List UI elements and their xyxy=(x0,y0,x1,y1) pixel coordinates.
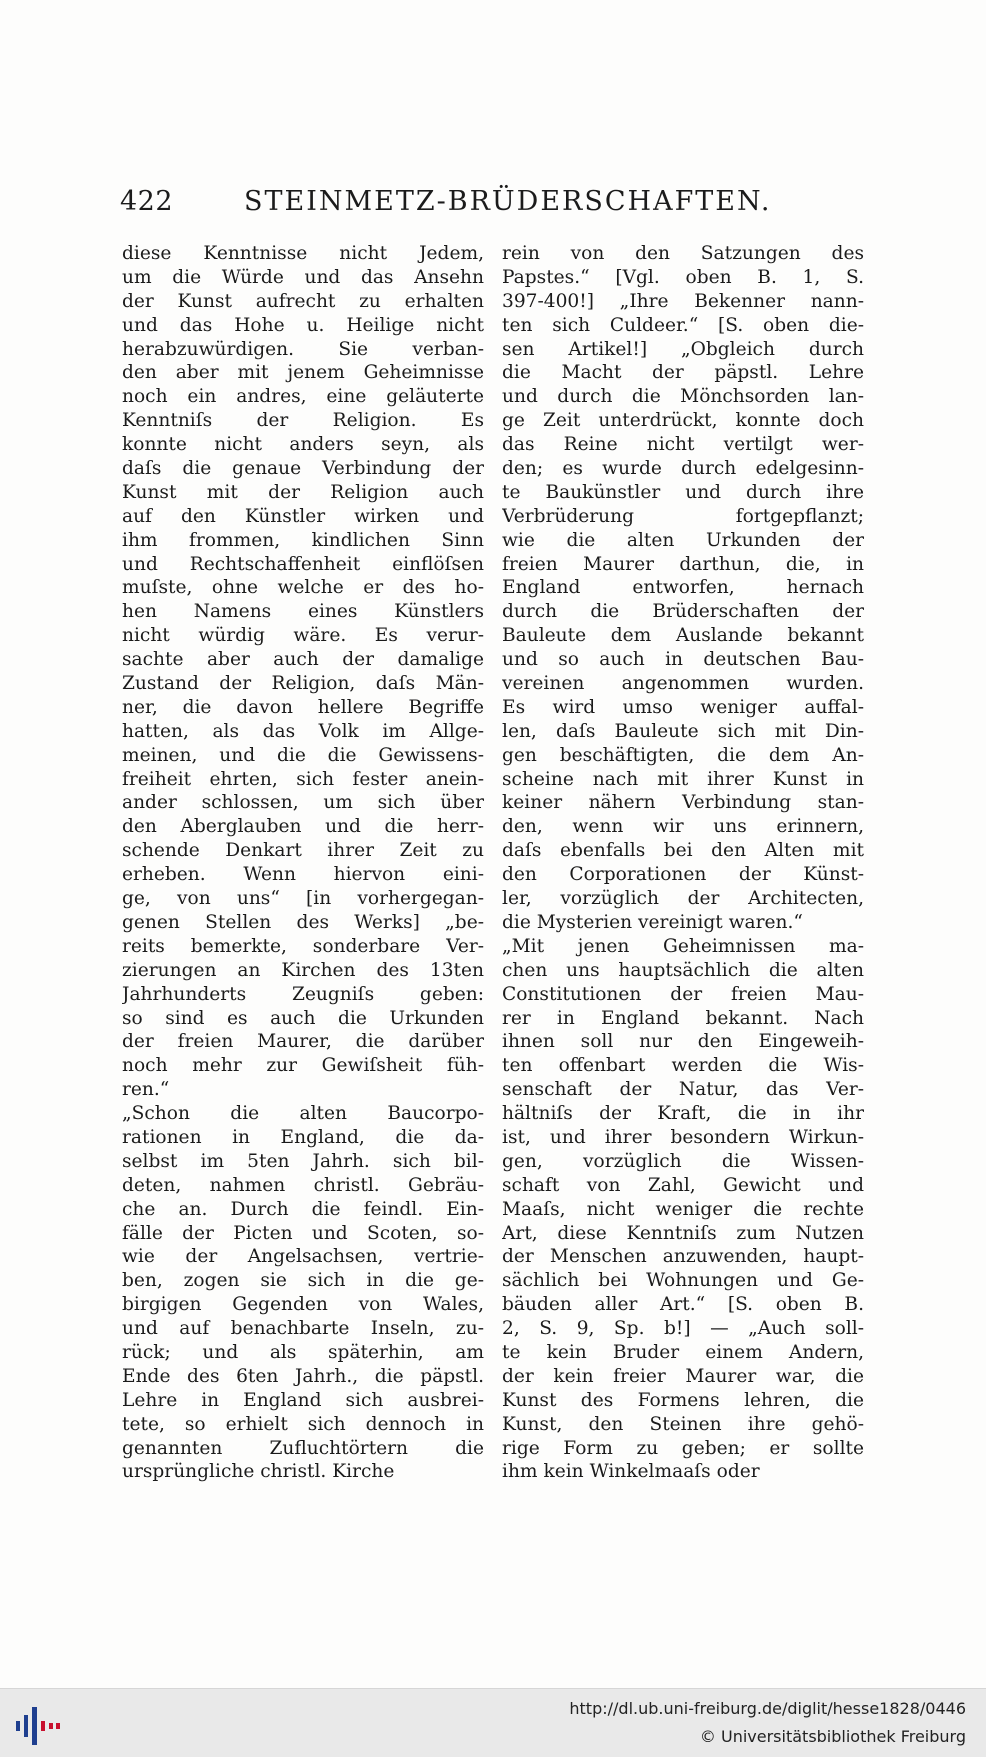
left-text-column xyxy=(122,242,484,1484)
right-column-line: 397-400!] „Ihre Bekenner nann- xyxy=(502,290,864,312)
right-column-line: ten offenbart werden die Wis- xyxy=(502,1055,864,1077)
left-column-line: „Schon die alten Baucorpo- xyxy=(122,1103,484,1125)
left-column-line: so sind es auch die Urkunden xyxy=(122,1007,484,1029)
right-column-line: Bauleute dem Auslande bekannt xyxy=(502,625,864,647)
left-column-line: fälle der Picten und Scoten, so- xyxy=(122,1222,484,1244)
right-column-line: scheine nach mit ihrer Kunst in xyxy=(502,768,864,790)
left-column-line: deten, nahmen christl. Gebräu- xyxy=(122,1174,484,1196)
right-column-line: senschaft der Natur, das Ver- xyxy=(502,1079,864,1101)
left-column-line: schende Denkart ihrer Zeit zu xyxy=(122,840,484,862)
left-column-line: Jahrhunderts Zeugniſs geben: xyxy=(122,983,484,1005)
left-column-line: den Aberglauben und die herr- xyxy=(122,816,484,838)
page-header xyxy=(120,186,864,226)
right-column-line: freien Maurer darthun, die, in xyxy=(502,553,864,575)
right-column-line: bäuden aller Art.“ [S. oben B. xyxy=(502,1294,864,1316)
left-column-line: um die Würde und das Ansehn xyxy=(122,266,484,288)
left-column-line: ander schlossen, um sich über xyxy=(122,792,484,814)
left-column-line: zierungen an Kirchen des 13ten xyxy=(122,959,484,981)
right-column-line: ihm kein Winkelmaaſs oder xyxy=(502,1461,760,1483)
copyright-notice: © Universitätsbibliothek Freiburg xyxy=(699,1727,966,1746)
right-column-line: den; es wurde durch edelgesinn- xyxy=(502,458,864,480)
left-column-line: und Rechtschaffenheit einflöſsen xyxy=(122,553,484,575)
left-column-line: sachte aber auch der damalige xyxy=(122,649,484,671)
right-column-line: „Mit jenen Geheimnissen ma- xyxy=(502,935,864,957)
left-column-line: den aber mit jenem Geheimnisse xyxy=(122,362,484,384)
right-column-line: rein von den Satzungen des xyxy=(502,243,864,264)
left-column-line: konnte nicht anders seyn, als xyxy=(122,434,484,456)
left-column-line: Kunst mit der Religion auch xyxy=(122,481,484,503)
right-column-line: ist, und ihrer besondern Wirkun- xyxy=(502,1126,864,1148)
right-column-line: den, wenn wir uns erinnern, xyxy=(502,816,864,838)
right-column-line: sächlich bei Wohnungen und Ge- xyxy=(502,1270,864,1292)
left-column-line: che an. Durch die feindl. Ein- xyxy=(122,1198,484,1220)
left-column-line: reits bemerkte, sonderbare Ver- xyxy=(122,935,484,957)
left-column-line: noch ein andres, eine geläuterte xyxy=(122,386,484,408)
right-column-line: vereinen angenommen wurden. xyxy=(502,673,864,695)
left-column-line: Ende des 6ten Jahrh., die päpstl. xyxy=(122,1365,484,1387)
left-column-line: daſs die genaue Verbindung der xyxy=(122,458,484,480)
right-column-line: te Baukünstler und durch ihre xyxy=(502,481,864,503)
left-column-line: Kenntniſs der Religion. Es xyxy=(122,410,484,432)
right-column-line: und so auch in deutschen Bau- xyxy=(502,649,864,671)
right-column-line: der kein freier Maurer war, die xyxy=(502,1365,864,1387)
source-url-link[interactable]: http://dl.ub.uni-freiburg.de/diglit/hesse1828/0446 xyxy=(569,1699,966,1718)
left-column-line: freiheit ehrten, sich fester anein- xyxy=(122,768,484,790)
left-column-line: rationen in England, die da- xyxy=(122,1126,484,1148)
left-column-line: der freien Maurer, die darüber xyxy=(122,1031,484,1053)
right-column-line: Maaſs, nicht weniger die rechte xyxy=(502,1198,864,1220)
left-column-line: ursprüngliche christl. Kirche xyxy=(122,1461,395,1483)
left-column-line: Zustand der Religion, daſs Män- xyxy=(122,673,484,695)
left-column-line: genen Stellen des Werks] „be- xyxy=(122,911,484,933)
right-column-line: gen beschäftigten, die dem An- xyxy=(502,744,864,766)
left-column-line: erheben. Wenn hiervon eini- xyxy=(122,864,484,886)
left-column-line: ge, von uns“ [in vorhergegan- xyxy=(122,888,484,910)
right-column-line: schaft von Zahl, Gewicht und xyxy=(502,1174,864,1196)
right-column-line: len, daſs Bauleute sich mit Din- xyxy=(502,720,864,742)
right-text-column xyxy=(502,242,864,1484)
right-column-line: te kein Bruder einem Andern, xyxy=(502,1341,864,1363)
left-column-line: noch mehr zur Gewiſsheit füh- xyxy=(122,1055,484,1077)
right-column-line: Verbrüderung fortgepflanzt; xyxy=(502,505,864,527)
right-column-line: Art, diese Kenntniſs zum Nutzen xyxy=(502,1222,864,1244)
right-column-line: rer in England bekannt. Nach xyxy=(502,1007,864,1029)
running-title: STEINMETZ-BRÜDERSCHAFTEN. xyxy=(244,186,772,217)
right-column-line: durch die Brüderschaften der xyxy=(502,601,864,623)
left-column-line: Lehre in England sich ausbrei- xyxy=(122,1389,484,1411)
right-column-line: ge Zeit unterdrückt, konnte doch xyxy=(502,410,864,432)
right-column-line: chen uns hauptsächlich die alten xyxy=(502,959,864,981)
right-column-line: Kunst des Formens lehren, die xyxy=(502,1389,864,1411)
left-column-line: meinen, und die die Gewissens- xyxy=(122,744,484,766)
right-column-line: Kunst, den Steinen ihre gehö- xyxy=(502,1413,864,1435)
left-column-line: der Kunst aufrecht zu erhalten xyxy=(122,290,484,312)
left-column-line: herabzuwürdigen. Sie verban- xyxy=(122,338,484,360)
left-column-line: auf den Künstler wirken und xyxy=(122,505,484,527)
right-column-line: daſs ebenfalls bei den Alten mit xyxy=(502,840,864,862)
right-column-line: die Mysterien vereinigt waren.“ xyxy=(502,911,803,933)
left-column-line: hen Namens eines Künstlers xyxy=(122,601,484,623)
left-column-line: ihm frommen, kindlichen Sinn xyxy=(122,529,484,551)
right-column-line: Constitutionen der freien Mau- xyxy=(502,983,864,1005)
right-column-line: der Menschen anzuwenden, haupt- xyxy=(502,1246,864,1268)
ub-freiburg-logo-icon[interactable] xyxy=(14,1703,62,1749)
left-column-line: ben, zogen sie sich in die ge- xyxy=(122,1270,484,1292)
left-column-line: rück; und als späterhin, am xyxy=(122,1341,484,1363)
left-column-line: genannten Zufluchtörtern die xyxy=(122,1437,484,1459)
left-column-line: und auf benachbarte Inseln, zu- xyxy=(122,1318,484,1340)
right-column-line: ihnen soll nur den Eingeweih- xyxy=(502,1031,864,1053)
left-column-line: nicht würdig wäre. Es verur- xyxy=(122,625,484,647)
right-column-line: das Reine nicht vertilgt wer- xyxy=(502,434,864,456)
right-column-line: hältniſs der Kraft, die in ihr xyxy=(502,1103,864,1125)
left-column-line: hatten, als das Volk im Allge- xyxy=(122,720,484,742)
right-column-line: Papstes.“ [Vgl. oben B. 1, S. xyxy=(502,266,864,288)
right-column-line: die Macht der päpstl. Lehre xyxy=(502,362,864,384)
right-column-line: keiner nähern Verbindung stan- xyxy=(502,792,864,814)
right-column-line: Es wird umso weniger auffal- xyxy=(502,696,864,718)
left-column-line: und das Hohe u. Heilige nicht xyxy=(122,314,484,336)
right-column-line: ler, vorzüglich der Architecten, xyxy=(502,888,864,910)
right-column-line: rige Form zu geben; er sollte xyxy=(502,1437,864,1459)
left-column-line: tete, so erhielt sich dennoch in xyxy=(122,1413,484,1435)
right-column-line: gen, vorzüglich die Wissen- xyxy=(502,1150,864,1172)
right-column-line: den Corporationen der Künst- xyxy=(502,864,864,886)
left-column-line: ren.“ xyxy=(122,1079,170,1101)
page-number: 422 xyxy=(120,186,174,217)
left-column-line: muſste, ohne welche er des ho- xyxy=(122,577,484,599)
left-column-line: diese Kenntnisse nicht Jedem, xyxy=(122,243,484,264)
right-column-line: England entworfen, hernach xyxy=(502,577,864,599)
right-column-line: wie die alten Urkunden der xyxy=(502,529,864,551)
left-column-line: birgigen Gegenden von Wales, xyxy=(122,1294,484,1316)
left-column-line: wie der Angelsachsen, vertrie- xyxy=(122,1246,484,1268)
right-column-line: ten sich Culdeer.“ [S. oben die- xyxy=(502,314,864,336)
left-column-line: ner, die davon hellere Begriffe xyxy=(122,696,484,718)
left-column-line: selbst im 5ten Jahrh. sich bil- xyxy=(122,1150,484,1172)
right-column-line: sen Artikel!] „Obgleich durch xyxy=(502,338,864,360)
right-column-line: 2, S. 9, Sp. b!] — „Auch soll- xyxy=(502,1318,864,1340)
footer-bar xyxy=(0,1688,986,1757)
right-column-line: und durch die Mönchsorden lan- xyxy=(502,386,864,408)
